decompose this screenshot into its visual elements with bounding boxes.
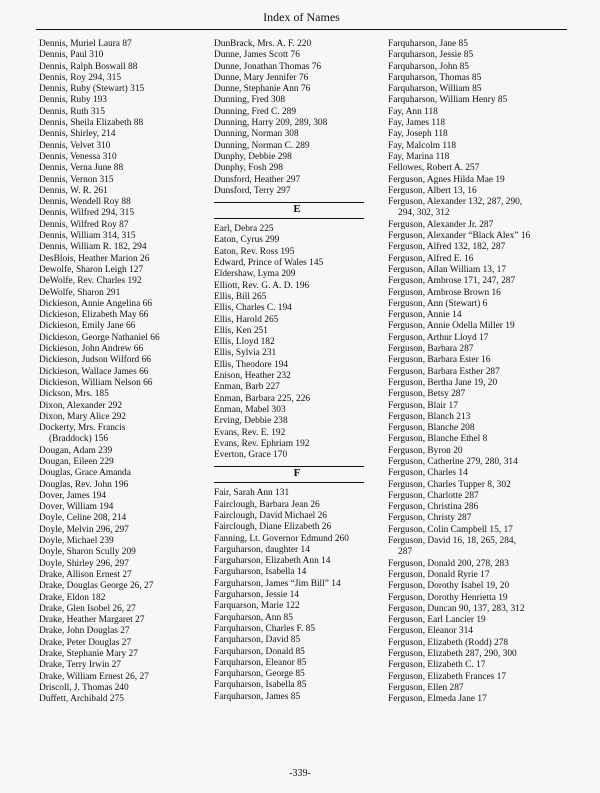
index-entry: Dougan, Eileen 229: [39, 456, 114, 467]
index-entry: Dennis, William 314, 315: [39, 231, 136, 242]
index-entry-continuation: 287: [398, 547, 413, 558]
index-entry: Ferguson, Donald 200, 278, 283: [388, 558, 509, 569]
index-entry: Ferguson, Colin Campbell 15, 17: [388, 524, 513, 535]
index-entry: Dunphy, Fosh 298: [214, 163, 283, 174]
index-entry: Fanning, Lt. Governor Edmund 260: [214, 533, 349, 544]
index-entry: Drake, Terry Irwin 27: [39, 660, 121, 671]
index-entry: Ferguson, Charlotte 287: [388, 490, 479, 501]
index-column-2: [214, 39, 380, 703]
index-entry: Dunning, Norman 308: [214, 129, 299, 140]
index-entry: Fairclough, Diane Elizabeth 26: [214, 522, 332, 533]
index-entry: Evans, Rev. E. 192: [214, 427, 286, 438]
index-entry: Farquharson, George 85: [214, 669, 305, 680]
index-entry: Ferguson, Dorothy Henrietta 19: [388, 592, 508, 603]
index-column-1: [39, 39, 204, 706]
index-entry: Farquharson, Ann 85: [214, 612, 293, 623]
index-entry: Ferguson, Christy 287: [388, 513, 472, 524]
index-entry: Fay, Ann 118: [388, 106, 438, 117]
index-column-3: [388, 39, 563, 706]
index-entry: Ferguson, Alexander “Black Alex” 16: [388, 231, 531, 242]
index-entry: Farquharson, Donald 85: [214, 646, 305, 657]
index-entry: Ferguson, Ambrose Brown 16: [388, 287, 501, 298]
index-entry: Enman, Mabel 303: [214, 404, 286, 415]
index-entry: Dennis, Ralph Boswall 88: [39, 61, 138, 72]
index-entry: Dennis, Roy 294, 315: [39, 72, 122, 83]
index-entry: Ferguson, Charles Tupper 8, 302: [388, 479, 511, 490]
index-entry: Ferguson, Eleanor 314: [388, 626, 473, 637]
index-entry: DeWolfe, Rev. Charles 192: [39, 276, 142, 287]
index-entry: Dunne, Mary Jennifer 76: [214, 72, 309, 83]
header-rule: [36, 29, 567, 30]
index-entry: Drake, Heather Margaret 27: [39, 615, 145, 626]
index-entry: Ferguson, Elizabeth 287, 290, 300: [388, 649, 517, 660]
index-entry: Drake, John Douglas 27: [39, 626, 130, 637]
index-entry: Ferguson, Blanch 213: [388, 411, 471, 422]
index-entry-continuation: 294, 302, 312: [398, 208, 450, 219]
index-entry: Farquharson, John 85: [388, 61, 469, 72]
index-entry: Doyle, Melvin 296, 297: [39, 524, 129, 535]
index-entry: Dickieson, Judson Wilford 66: [39, 355, 151, 366]
index-entry: Fay, Joseph 118: [388, 129, 448, 140]
index-entry: Farquharson, Thomas 85: [388, 72, 482, 83]
index-entry: Ferguson, Albert 13, 16: [388, 185, 477, 196]
index-entry: Earl, Debra 225: [214, 224, 274, 235]
index-entry: Dover, William 194: [39, 502, 114, 513]
index-entry: Ferguson, Barbara Ester 16: [388, 355, 491, 366]
index-entry: Fairclough, David Michael 26: [214, 510, 327, 521]
index-entry: Eaton, Rev. Ross 195: [214, 246, 295, 257]
index-entry: Ferguson, Agnes Hilda Mae 19: [388, 174, 505, 185]
index-entry: Dixon, Alexander 292: [39, 400, 123, 411]
index-entry: Dennis, Vernon 315: [39, 174, 114, 185]
index-entry: Ferguson, Barbara Esther 287: [388, 366, 500, 377]
index-entry: Doyle, Michael 239: [39, 536, 114, 547]
index-entry: Ferguson, Elizabeth Frances 17: [388, 671, 507, 682]
index-entry: Erving, Debbie 238: [214, 416, 288, 427]
index-entry: Dickieson, Emily Jane 66: [39, 321, 136, 332]
index-entry: Ferguson, Annie Odella Miller 19: [388, 321, 515, 332]
index-entry: Ellis, Theodore 194: [214, 359, 289, 370]
index-entry: Drake, Allison Ernest 27: [39, 569, 132, 580]
index-entry: Evans, Rev. Ephriam 192: [214, 438, 310, 449]
index-entry: Ferguson, Byron 20: [388, 445, 463, 456]
index-entry: Farquharson, William 85: [388, 84, 482, 95]
index-entry: Eaton, Cyrus 299: [214, 235, 280, 246]
index-entry: Dennis, William R. 182, 294: [39, 242, 147, 253]
letter-section-heading: [214, 466, 380, 483]
index-entry: Ferguson, Blanche Ethel 8: [388, 434, 488, 445]
index-entry: Dunne, Stephanie Ann 76: [214, 84, 311, 95]
index-entry: Dennis, Ruby 193: [39, 95, 107, 106]
index-entry: DesBlois, Heather Marion 26: [39, 253, 150, 264]
index-entry: Farguharson, Elizabeth Ann 14: [214, 556, 331, 567]
index-entry: Dennis, Velvet 310: [39, 140, 111, 151]
index-entry: Ferguson, Allan William 13, 17: [388, 264, 507, 275]
index-entry: Farquharson, David 85: [214, 635, 301, 646]
index-entry: Douglas, Rev. John 196: [39, 479, 129, 490]
index-entry: Ferguson, Blair 17: [388, 400, 458, 411]
index-entry: Enman, Barb 227: [214, 382, 280, 393]
index-entry: Dover, James 194: [39, 490, 107, 501]
index-entry: Dunne, Jonathan Thomas 76: [214, 61, 322, 72]
index-entry: Ellis, Ken 251: [214, 325, 268, 336]
index-entry: Dunne, James Scott 76: [214, 50, 300, 61]
index-entry: Ellis, Bill 265: [214, 291, 267, 302]
index-entry: Dennis, Ruth 315: [39, 106, 105, 117]
index-entry: Drake, Glen Isobel 26, 27: [39, 603, 136, 614]
index-entry: Dickieson, Elizabeth May 66: [39, 310, 149, 321]
index-entry: Dickieson, John Andrew 66: [39, 344, 144, 355]
index-entry: Farquharson, William Henry 85: [388, 95, 508, 106]
index-entry: Enman, Barbara 225, 226: [214, 393, 311, 404]
index-entry: Ferguson, Blanche 208: [388, 423, 475, 434]
index-entry: Dennis, Muriel Laura 87: [39, 39, 132, 49]
index-entry: Dickieson, William Nelson 66: [39, 377, 153, 388]
index-entry: Doyle, Celine 208, 214: [39, 513, 127, 524]
index-entry: Enison, Heather 232: [214, 371, 291, 382]
index-entry: Driscoll, J. Thomas 240: [39, 682, 129, 693]
index-entry: Fair, Sarah Ann 131: [214, 488, 290, 499]
section-letter: F: [293, 467, 301, 480]
index-entry: Drake, Eldon 182: [39, 592, 106, 603]
index-entry: Ferguson, Elizabeth C. 17: [388, 660, 486, 671]
index-entry: Dickieson, George Nathaniel 66: [39, 332, 160, 343]
index-entry: Farguharson, Jessie 14: [214, 590, 299, 601]
index-entry: Dewolfe, Sharon Leigh 127: [39, 264, 144, 275]
index-entry: Dougan, Adam 239: [39, 445, 113, 456]
index-entry: Ferguson, Ambrose 171, 247, 287: [388, 276, 516, 287]
index-entry: Dennis, Wilfred Roy 87: [39, 219, 129, 230]
section-letter: E: [293, 203, 301, 216]
index-entry: Fay, Marina 118: [388, 151, 450, 162]
index-entry: Dennis, Paul 310: [39, 50, 104, 61]
index-entry: Dockerty, Mrs. Francis: [39, 423, 126, 434]
index-entry: Farquharson, Isabella 85: [214, 680, 307, 691]
index-entry: Farguharson, James “Jim Bill” 14: [214, 578, 341, 589]
index-entry: DunBrack, Mrs. A. F. 220: [214, 39, 312, 49]
index-entry: Everton, Grace 170: [214, 450, 288, 461]
index-entry: Ferguson, Dorothy Isabel 19, 20: [388, 581, 510, 592]
index-entry: Dunning, Norman C. 289: [214, 140, 310, 151]
index-entry: Dunning, Fred 308: [214, 95, 286, 106]
index-entry: Dennis, W. R. 261: [39, 185, 108, 196]
index-entry: Ferguson, Alfred E. 16: [388, 253, 474, 264]
index-entry: Dickson, Mrs. 185: [39, 389, 109, 400]
index-entry: Ferguson, Arthur Lloyd 17: [388, 332, 489, 343]
index-entry: Ferguson, Barbara 287: [388, 344, 474, 355]
index-entry: Dennis, Wendell Roy 88: [39, 197, 131, 208]
index-entry: Ferguson, Bertha Jane 19, 20: [388, 377, 498, 388]
index-entry: Farquharson, Jessie 85: [388, 50, 474, 61]
index-entry: Drake, Douglas George 26, 27: [39, 581, 154, 592]
index-entry: Dunning, Fred C. 289: [214, 106, 297, 117]
index-entry: Farquharson, Eleanor 85: [214, 657, 307, 668]
index-entry: Fellowes, Robert A. 257: [388, 163, 480, 174]
index-entry: Ellis, Sylvia 231: [214, 348, 277, 359]
page-number: -339-: [289, 768, 311, 779]
index-entry: Fairclough, Barbara Jean 26: [214, 499, 320, 510]
index-entry: Farquharson, James 85: [214, 691, 301, 702]
index-entry: Dickieson, Annie Angelina 66: [39, 298, 153, 309]
index-entry: Dennis, Verna June 88: [39, 163, 124, 174]
index-entry: Edward, Prince of Wales 145: [214, 258, 324, 269]
index-entry: Farquharson, Jane 85: [388, 39, 468, 49]
index-entry: Ferguson, Earl Lancier 19: [388, 615, 486, 626]
index-entry: Drake, Stephanie Mary 27: [39, 649, 138, 660]
letter-section-heading: [214, 202, 380, 219]
index-entry: Dunning, Harry 209, 289, 308: [214, 118, 328, 129]
index-entry: Farguharson, Isabella 14: [214, 567, 307, 578]
index-entry: Ferguson, Ellen 287: [388, 682, 464, 693]
index-entry: Elliott, Rev. G. A. D. 196: [214, 280, 310, 291]
index-entry: Dennis, Ruby (Stewart) 315: [39, 84, 145, 95]
index-entry: Dunphy, Debbie 298: [214, 151, 292, 162]
section-rule-bottom: [214, 218, 364, 219]
index-entry: Fay, James 118: [388, 118, 446, 129]
index-entry: Dixon, Mary Alice 292: [39, 411, 126, 422]
index-entry: Ferguson, Duncan 90, 137, 283, 312: [388, 603, 525, 614]
section-rule-bottom: [214, 482, 364, 483]
index-entry: DeWolfe, Sharon 291: [39, 287, 121, 298]
index-entry: Dennis, Venessa 310: [39, 151, 117, 162]
index-entry: Drake, William Ernest 26, 27: [39, 671, 149, 682]
index-entry: Duffett, Archibald 275: [39, 694, 124, 705]
index-entry: Ferguson, Elizabeth (Rodd) 278: [388, 637, 509, 648]
index-entry: Ferguson, Catherine 279, 280, 314: [388, 456, 518, 467]
index-entry: Ferguson, Elmeda Jane 17: [388, 694, 487, 705]
index-entry: Ferguson, Donald Ryrie 17: [388, 569, 490, 580]
index-entry: Ellis, Charles C. 194: [214, 303, 292, 314]
index-entry: Ferguson, Alfred 132, 182, 287: [388, 242, 506, 253]
index-entry-continuation: (Braddock) 156: [49, 434, 109, 445]
index-entry: Dunsford, Terry 297: [214, 185, 291, 196]
index-entry: Dennis, Sheila Elizabeth 88: [39, 118, 144, 129]
index-entry: Eldershaw, Lyma 209: [214, 269, 296, 280]
index-entry: Fay, Malcolm 118: [388, 140, 457, 151]
index-entry: Ferguson, Alexander Jr. 287: [388, 219, 494, 230]
index-entry: Ferguson, Charles 14: [388, 468, 468, 479]
index-entry: Dennis, Shirley, 214: [39, 129, 116, 140]
index-entry: Farquharson, Charles F. 85: [214, 623, 316, 634]
index-entry: Dunsford, Heather 297: [214, 174, 301, 185]
index-entry: Ferguson, Christina 286: [388, 502, 479, 513]
index-entry: Doyle, Shirley 296, 297: [39, 558, 129, 569]
index-entry: Ellis, Harold 265: [214, 314, 279, 325]
index-entry: Ellis, Lloyd 182: [214, 337, 275, 348]
index-entry: Drake, Peter Douglas 27: [39, 637, 132, 648]
index-entry: Dennis, Wilfred 294, 315: [39, 208, 135, 219]
index-entry: Farquarson, Marie 122: [214, 601, 300, 612]
index-entry: Ferguson, Annie 14: [388, 310, 462, 321]
index-entry: Doyle, Sharon Scully 209: [39, 547, 136, 558]
index-entry: Farguharson, daughter 14: [214, 544, 310, 555]
index-entry: Ferguson, David 16, 18, 265, 284,: [388, 536, 516, 547]
index-entry: Ferguson, Alexander 132, 287, 290,: [388, 197, 523, 208]
index-entry: Ferguson, Ann (Stewart) 6: [388, 298, 488, 309]
index-entry: Douglas, Grace Amanda: [39, 468, 131, 479]
index-entry: Dickieson, Wallace James 66: [39, 366, 149, 377]
index-entry: Ferguson, Betsy 287: [388, 389, 466, 400]
running-header: Index of Names: [263, 10, 340, 24]
